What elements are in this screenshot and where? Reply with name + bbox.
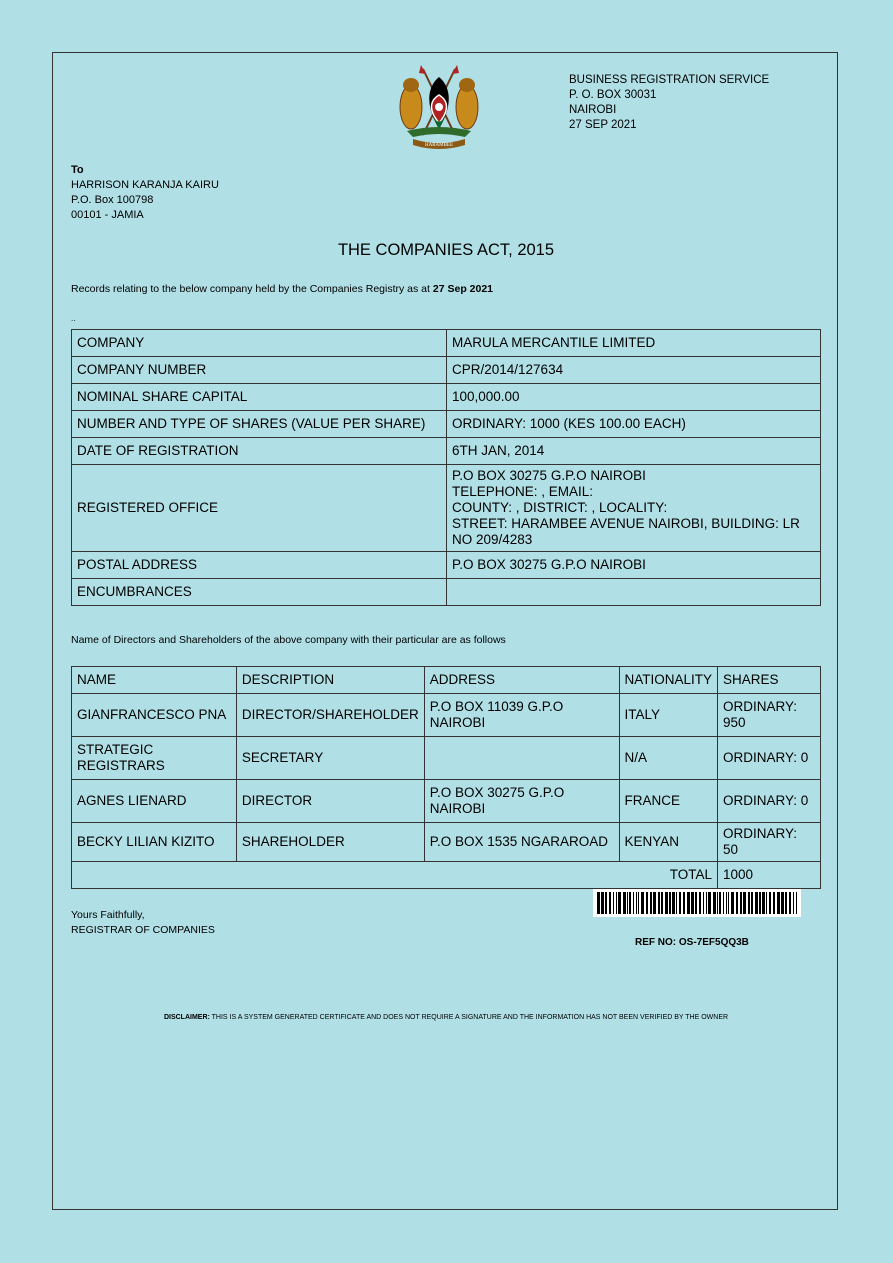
- company-row: [72, 579, 821, 606]
- barcode-bar: [728, 892, 729, 914]
- barcode-bar: [672, 892, 675, 914]
- company-field-value: [447, 552, 821, 579]
- recipient-address: [71, 163, 219, 223]
- company-field-label: NUMBER AND TYPE OF SHARES (VALUE PER SHARE): [72, 411, 447, 438]
- barcode-bar: [793, 892, 794, 914]
- barcode-bar: [759, 892, 761, 914]
- barcode-bar: [773, 892, 775, 914]
- barcode-bar: [650, 892, 652, 914]
- table-cell: P.O BOX 30275 G.P.O NAIROBI: [424, 780, 619, 823]
- office-line: P. O. BOX 30031: [569, 89, 657, 101]
- disclaimer-text: THIS IS A SYSTEM GENERATED CERTIFICATE AND DOES NOT REQUIRE A SIGNATURE AND THE INFORMATION HAS NOT BEEN VERIFIED BY THE OWNER: [211, 1014, 729, 1021]
- barcode-bar: [731, 892, 734, 914]
- barcode-bar: [699, 892, 701, 914]
- company-row: [72, 411, 821, 438]
- barcode-icon: [593, 889, 801, 917]
- barcode-bar: [717, 892, 718, 914]
- barcode-bar: [623, 892, 626, 914]
- recipient-line: 00101 - JAMIA: [71, 209, 144, 221]
- company-field-label: NOMINAL SHARE CAPITAL: [72, 384, 447, 411]
- barcode-bar: [762, 892, 765, 914]
- barcode-bar: [695, 892, 697, 914]
- company-row: [72, 384, 821, 411]
- value-line: 100,000.00: [452, 389, 520, 404]
- value-line: MARULA MERCANTILE LIMITED: [452, 335, 656, 350]
- table-cell: N/A: [619, 737, 718, 780]
- closing-signatory: REGISTRAR OF COMPANIES: [71, 924, 215, 936]
- office-address: [569, 73, 769, 133]
- company-field-label: COMPANY NUMBER: [72, 357, 447, 384]
- issue-date: 27 SEP 2021: [569, 119, 637, 131]
- emblem-motto: HARAMBEE: [424, 143, 454, 148]
- company-row: [72, 465, 821, 552]
- table-cell: P.O BOX 1535 NGARAROAD: [424, 823, 619, 862]
- directors-header-row: [72, 667, 821, 694]
- recipient-line: P.O. Box 100798: [71, 194, 154, 206]
- company-field-label: ENCUMBRANCES: [72, 579, 447, 606]
- records-statement: [71, 283, 493, 295]
- value-line: P.O BOX 30275 G.P.O NAIROBI: [452, 557, 646, 572]
- table-cell: DIRECTOR: [236, 780, 424, 823]
- office-line: NAIROBI: [569, 104, 617, 116]
- value-line: CPR/2014/127634: [452, 362, 564, 377]
- table-row: [72, 780, 821, 823]
- barcode-bar: [719, 892, 721, 914]
- table-row: [72, 694, 821, 737]
- barcode-bar: [723, 892, 724, 914]
- barcode-bar: [706, 892, 707, 914]
- company-details-table: [71, 329, 821, 606]
- barcode-bar: [743, 892, 746, 914]
- barcode-bar: [627, 892, 628, 914]
- disclaimer-label: DISCLAIMER:: [163, 1014, 210, 1021]
- company-row: [72, 552, 821, 579]
- table-cell: KENYAN: [619, 823, 718, 862]
- table-cell: ORDINARY: 50: [718, 823, 821, 862]
- barcode-bar: [665, 892, 668, 914]
- company-field-label: REGISTERED OFFICE: [72, 465, 447, 552]
- barcode-bar: [748, 892, 750, 914]
- barcode-bar: [658, 892, 660, 914]
- company-field-value: [447, 330, 821, 357]
- barcode-bar: [683, 892, 685, 914]
- barcode-bar: [679, 892, 681, 914]
- company-row: [72, 357, 821, 384]
- kenya-coat-of-arms-icon: [393, 65, 485, 151]
- barcode-bar: [777, 892, 780, 914]
- barcode-bar: [636, 892, 637, 914]
- barcode-bar: [613, 892, 614, 914]
- barcode-bar: [669, 892, 671, 914]
- column-header: SHARES: [718, 667, 821, 694]
- company-field-value: [447, 411, 821, 438]
- barcode-bar: [713, 892, 716, 914]
- barcode-bar: [703, 892, 704, 914]
- table-row: [72, 823, 821, 862]
- company-field-label: COMPANY: [72, 330, 447, 357]
- barcode-bar: [769, 892, 771, 914]
- to-label: To: [71, 164, 84, 176]
- column-header: ADDRESS: [424, 667, 619, 694]
- barcode-bar: [653, 892, 656, 914]
- value-line: P.O BOX 30275 G.P.O NAIROBI: [452, 468, 646, 483]
- closing-line: Yours Faithfully,: [71, 909, 145, 921]
- barcode-bar: [641, 892, 644, 914]
- barcode-bar: [766, 892, 767, 914]
- barcode-bar: [789, 892, 791, 914]
- barcode-bar: [781, 892, 784, 914]
- value-line: STREET: HARAMBEE AVENUE NAIROBI, BUILDING: LR NO 209/4283: [452, 516, 800, 547]
- dots: ..: [71, 314, 76, 323]
- barcode-bar: [676, 892, 677, 914]
- table-cell: [424, 737, 619, 780]
- value-line: TELEPHONE: , EMAIL:: [452, 484, 594, 499]
- directors-table: [71, 666, 821, 889]
- total-label: TOTAL: [72, 862, 718, 889]
- table-cell: FRANCE: [619, 780, 718, 823]
- table-cell: SECRETARY: [236, 737, 424, 780]
- barcode-bar: [633, 892, 634, 914]
- office-line: BUSINESS REGISTRATION SERVICE: [569, 74, 770, 86]
- closing: [71, 908, 215, 938]
- barcode-bar: [796, 892, 797, 914]
- value-line: ORDINARY: 1000 (KES 100.00 EACH): [452, 416, 686, 431]
- company-field-value: [447, 357, 821, 384]
- barcode-bar: [755, 892, 758, 914]
- barcode-bar: [736, 892, 738, 914]
- barcode-bar: [785, 892, 787, 914]
- barcode-bar: [661, 892, 663, 914]
- table-cell: ORDINARY: 0: [718, 737, 821, 780]
- barcode-bar: [740, 892, 742, 914]
- table-cell: DIRECTOR/SHAREHOLDER: [236, 694, 424, 737]
- table-cell: ORDINARY: 0: [718, 780, 821, 823]
- barcode-bar: [616, 892, 617, 914]
- barcode-bar: [618, 892, 621, 914]
- records-text: Records relating to the below company held by the Companies Registry as at: [71, 283, 430, 295]
- certificate-page: [52, 52, 838, 1210]
- table-cell: SHAREHOLDER: [236, 823, 424, 862]
- company-field-value: [447, 438, 821, 465]
- barcode-bar: [601, 892, 604, 914]
- company-field-value: [447, 465, 821, 552]
- barcode-bar: [708, 892, 711, 914]
- column-header: DESCRIPTION: [236, 667, 424, 694]
- value-line: 6TH JAN, 2014: [452, 443, 545, 458]
- total-row: [72, 862, 821, 889]
- value-line: COUNTY: , DISTRICT: , LOCALITY:: [452, 500, 668, 515]
- table-cell: STRATEGIC REGISTRARS: [72, 737, 237, 780]
- company-field-value: [447, 384, 821, 411]
- total-value: 1000: [718, 862, 821, 889]
- barcode-bar: [726, 892, 727, 914]
- company-row: [72, 438, 821, 465]
- column-header: NAME: [72, 667, 237, 694]
- barcode-bar: [751, 892, 753, 914]
- barcode-bar: [609, 892, 611, 914]
- records-date: 27 Sep 2021: [432, 283, 494, 295]
- ref-number: REF NO: OS-7EF5QQ3B: [635, 937, 749, 948]
- barcode-bar: [597, 892, 600, 914]
- table-cell: ITALY: [619, 694, 718, 737]
- recipient-line: HARRISON KARANJA KAIRU: [71, 179, 219, 191]
- disclaimer: [53, 1014, 839, 1021]
- table-cell: BECKY LILIAN KIZITO: [72, 823, 237, 862]
- table-cell: AGNES LIENARD: [72, 780, 237, 823]
- company-field-label: POSTAL ADDRESS: [72, 552, 447, 579]
- table-cell: ORDINARY: 950: [718, 694, 821, 737]
- barcode-bar: [638, 892, 639, 914]
- company-field-value: [447, 579, 821, 606]
- barcode-bar: [687, 892, 690, 914]
- directors-label: Name of Directors and Shareholders of the above company with their particular are as follows: [71, 634, 506, 646]
- barcode-bar: [605, 892, 607, 914]
- table-cell: GIANFRANCESCO PNA: [72, 694, 237, 737]
- company-row: [72, 330, 821, 357]
- table-cell: P.O BOX 11039 G.P.O NAIROBI: [424, 694, 619, 737]
- table-row: [72, 737, 821, 780]
- barcode-bar: [629, 892, 631, 914]
- barcode-bar: [646, 892, 648, 914]
- document-title: THE COMPANIES ACT, 2015: [337, 241, 555, 259]
- company-field-label: DATE OF REGISTRATION: [72, 438, 447, 465]
- barcode-bar: [691, 892, 694, 914]
- column-header: NATIONALITY: [619, 667, 718, 694]
